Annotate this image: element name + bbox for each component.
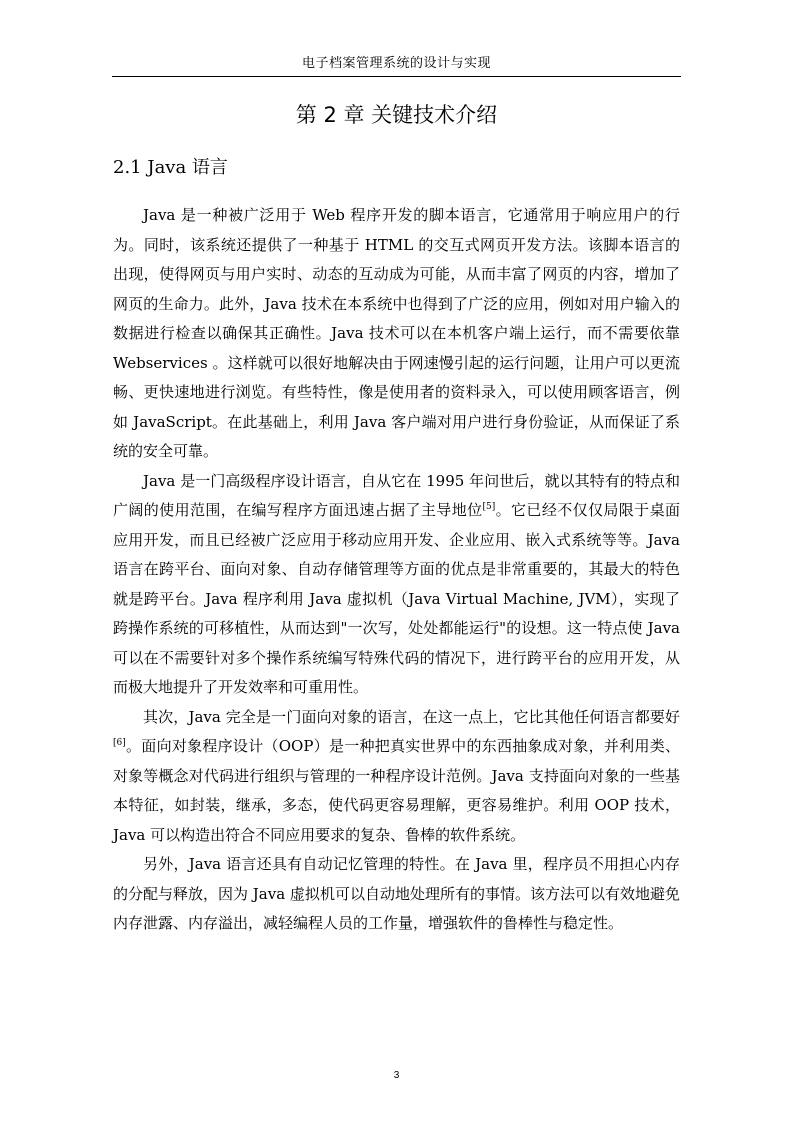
- paragraph-text: Java 是一种被广泛用于 Web 程序开发的脚本语言，它通常用于响应用户的行为。同时，该系统还提供了一种基于 HTML 的交互式网页开发方法。该脚本语言的出现，使得网页与用户实时、动态的互动成为可能，从而丰富了网页的内容，增加了网页的生命力。此外，Java 技术在本系统中也得到了广泛的应用，例如对用户输入的数据进行检查以确保其正确性。Java 技术可以在本机客户端上运行，而不需要依靠 Webservices 。这样就可以很好地解决由于网速慢引起的运行问题，让用户可以更流畅、更快速地进行浏览。有些特性，像是使用者的资料录入，可以使用顾客语言，例如 JavaScript。在此基础上，利用 Java 客户端对用户进行身份验证，从而保证了系统的安全可靠。: [113, 206, 680, 460]
- paragraph-4: [113, 850, 680, 939]
- body-text: [113, 201, 680, 939]
- paragraph-text: 另外，Java 语言还具有自动记忆管理的特性。在 Java 里，程序员不用担心内存的分配与释放，因为 Java 虚拟机可以自动地处理所有的事情。该方法可以有效地避免内存泄露、内存溢出，减轻编程人员的工作量，增强软件的鲁棒性与稳定性。: [113, 855, 680, 932]
- page-number: 3: [393, 1070, 400, 1081]
- section-title: 2.1 Java 语言: [113, 157, 228, 178]
- header-divider: [112, 76, 681, 77]
- paragraph-2: [113, 467, 680, 703]
- paragraph-text: 。面向对象程序设计（OOP）是一种把真实世界中的东西抽象成对象，并利用类、对象等概念对代码进行组织与管理的一种程序设计范例。Java 支持面向对象的一些基本特征，如封装，继承，多态，使代码更容易理解，更容易维护。利用 OOP 技术，Java 可以构造出符合不同应用要求的复杂、鲁棒的软件系统。: [113, 737, 680, 844]
- paragraph-text: Java 是一门高级程序设计语言，自从它在 1995 年问世后，就以其特有的特点和广阔的使用范围，在编写程序方面迅速占据了主导地位: [113, 471, 680, 519]
- running-header: 电子档案管理系统的设计与实现: [301, 56, 491, 71]
- paragraph-text: 。它已经不仅仅局限于桌面应用开发，而且已经被广泛应用于移动应用开发、企业应用、嵌入式系统等等。Java 语言在跨平台、面向对象、自动存储管理等方面的优点是非常重要的，其最大的特色就是跨平台。Java 程序利用 Java 虚拟机（Java Virtual Machine, JVM），实现了跨操作系统的可移植性，从而达到"一次写，处处都能运行"的设想。这一特点使 Java 可以在不需要针对多个操作系统编写特殊代码的情况下，进行跨平台的应用开发，从而极大地提升了开发效率和可重用性。: [113, 501, 680, 696]
- paragraph-3: [113, 703, 680, 851]
- citation: [6]: [113, 738, 126, 748]
- paragraph-text: 其次，Java 完全是一门面向对象的语言，在这一点上，它比其他任何语言都要好: [143, 707, 680, 726]
- chapter-title: 第 2 章 关键技术介绍: [295, 103, 498, 127]
- citation: [5]: [482, 502, 496, 512]
- paragraph-1: [113, 201, 680, 467]
